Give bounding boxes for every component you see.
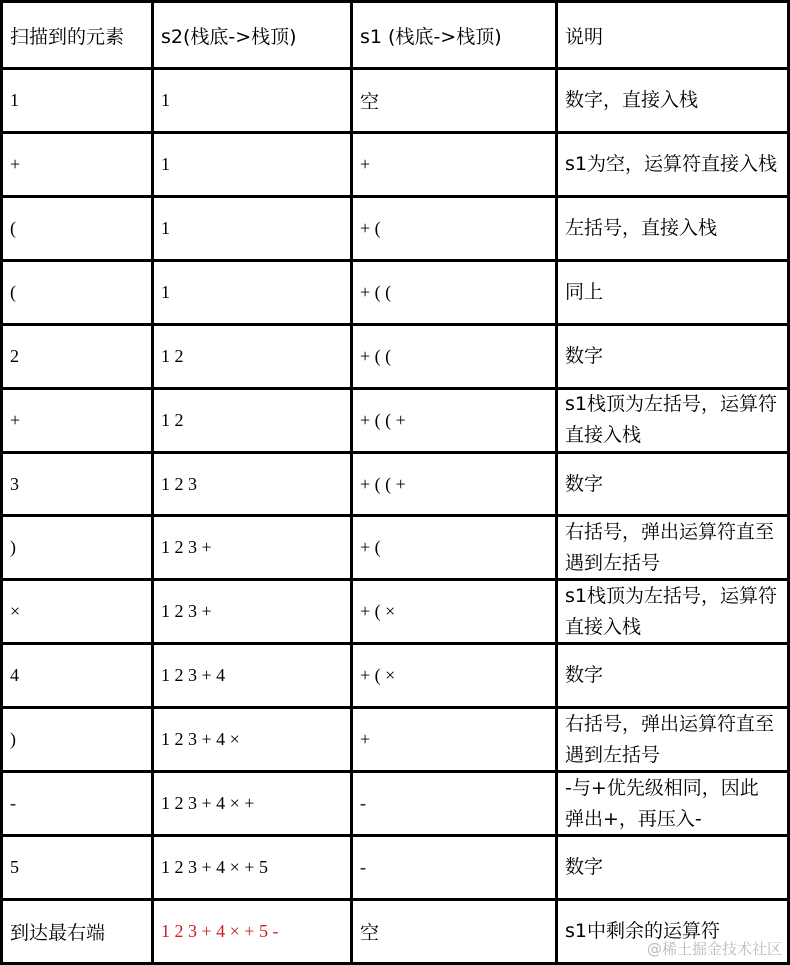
cell-scanned-element: ) bbox=[3, 709, 151, 770]
cell-s1-stack: + ( bbox=[353, 517, 555, 578]
cell-description: s1中剩余的运算符 bbox=[558, 901, 787, 962]
cell-scanned-element: + bbox=[3, 390, 151, 451]
cell-description: 数字 bbox=[558, 645, 787, 706]
cell-s1-stack: + ( × bbox=[353, 645, 555, 706]
cell-s2-stack: 1 bbox=[154, 262, 350, 323]
cell-s1-stack: + ( × bbox=[353, 581, 555, 642]
watermark: @稀土掘金技术社区 bbox=[646, 940, 782, 958]
cell-description: s1栈顶为左括号，运算符直接入栈 bbox=[558, 390, 787, 451]
cell-s2-stack: 1 bbox=[154, 134, 350, 195]
cell-s1-stack: + ( ( bbox=[353, 326, 555, 387]
cell-scanned-element: ) bbox=[3, 517, 151, 578]
cell-s2-stack: 1 2 3 + 4 × + 5 - bbox=[154, 901, 350, 962]
cell-scanned-element: × bbox=[3, 581, 151, 642]
cell-s1-stack: - bbox=[353, 837, 555, 898]
cell-s1-stack: + ( ( + bbox=[353, 454, 555, 515]
cell-s1-stack: 空 bbox=[353, 70, 555, 131]
header-description: 说明 bbox=[558, 3, 787, 67]
cell-s1-stack: + bbox=[353, 134, 555, 195]
cell-s2-stack: 1 2 bbox=[154, 390, 350, 451]
cell-description: s1栈顶为左括号，运算符直接入栈 bbox=[558, 581, 787, 642]
cell-s2-stack: 1 2 3 + 4 × + bbox=[154, 773, 350, 834]
cell-scanned-element: ( bbox=[3, 198, 151, 259]
cell-description: 左括号，直接入栈 bbox=[558, 198, 787, 259]
header-s2-stack: s2(栈底->栈顶) bbox=[154, 3, 350, 67]
header-scanned-element: 扫描到的元素 bbox=[3, 3, 151, 67]
cell-s2-stack: 1 2 3 bbox=[154, 454, 350, 515]
cell-s1-stack: 空 bbox=[353, 901, 555, 962]
cell-s1-stack: + bbox=[353, 709, 555, 770]
cell-s2-stack: 1 bbox=[154, 198, 350, 259]
cell-description: 数字 bbox=[558, 454, 787, 515]
cell-scanned-element: 3 bbox=[3, 454, 151, 515]
cell-scanned-element: ( bbox=[3, 262, 151, 323]
cell-scanned-element: 2 bbox=[3, 326, 151, 387]
cell-s2-stack: 1 2 3 + 4 × + 5 bbox=[154, 837, 350, 898]
cell-scanned-element: 1 bbox=[3, 70, 151, 131]
cell-s1-stack: + ( ( bbox=[353, 262, 555, 323]
cell-description: 右括号，弹出运算符直至遇到左括号 bbox=[558, 517, 787, 578]
header-s1-stack: s1 (栈底->栈顶) bbox=[353, 3, 555, 67]
cell-scanned-element: 到达最右端 bbox=[3, 901, 151, 962]
cell-s2-stack: 1 2 3 + 4 bbox=[154, 645, 350, 706]
cell-scanned-element: - bbox=[3, 773, 151, 834]
cell-description: 数字 bbox=[558, 326, 787, 387]
cell-description: -与+优先级相同，因此弹出+，再压入- bbox=[558, 773, 787, 834]
cell-s1-stack: - bbox=[353, 773, 555, 834]
cell-description: s1为空，运算符直接入栈 bbox=[558, 134, 787, 195]
cell-description: 数字 bbox=[558, 837, 787, 898]
cell-s1-stack: + ( bbox=[353, 198, 555, 259]
cell-description: 右括号，弹出运算符直至遇到左括号 bbox=[558, 709, 787, 770]
cell-scanned-element: + bbox=[3, 134, 151, 195]
cell-scanned-element: 4 bbox=[3, 645, 151, 706]
cell-s2-stack: 1 2 3 + bbox=[154, 581, 350, 642]
cell-s2-stack: 1 2 bbox=[154, 326, 350, 387]
cell-description: 同上 bbox=[558, 262, 787, 323]
cell-s2-stack: 1 bbox=[154, 70, 350, 131]
cell-s2-stack: 1 2 3 + 4 × bbox=[154, 709, 350, 770]
cell-scanned-element: 5 bbox=[3, 837, 151, 898]
cell-s2-stack: 1 2 3 + bbox=[154, 517, 350, 578]
cell-s1-stack: + ( ( + bbox=[353, 390, 555, 451]
cell-description: 数字，直接入栈 bbox=[558, 70, 787, 131]
